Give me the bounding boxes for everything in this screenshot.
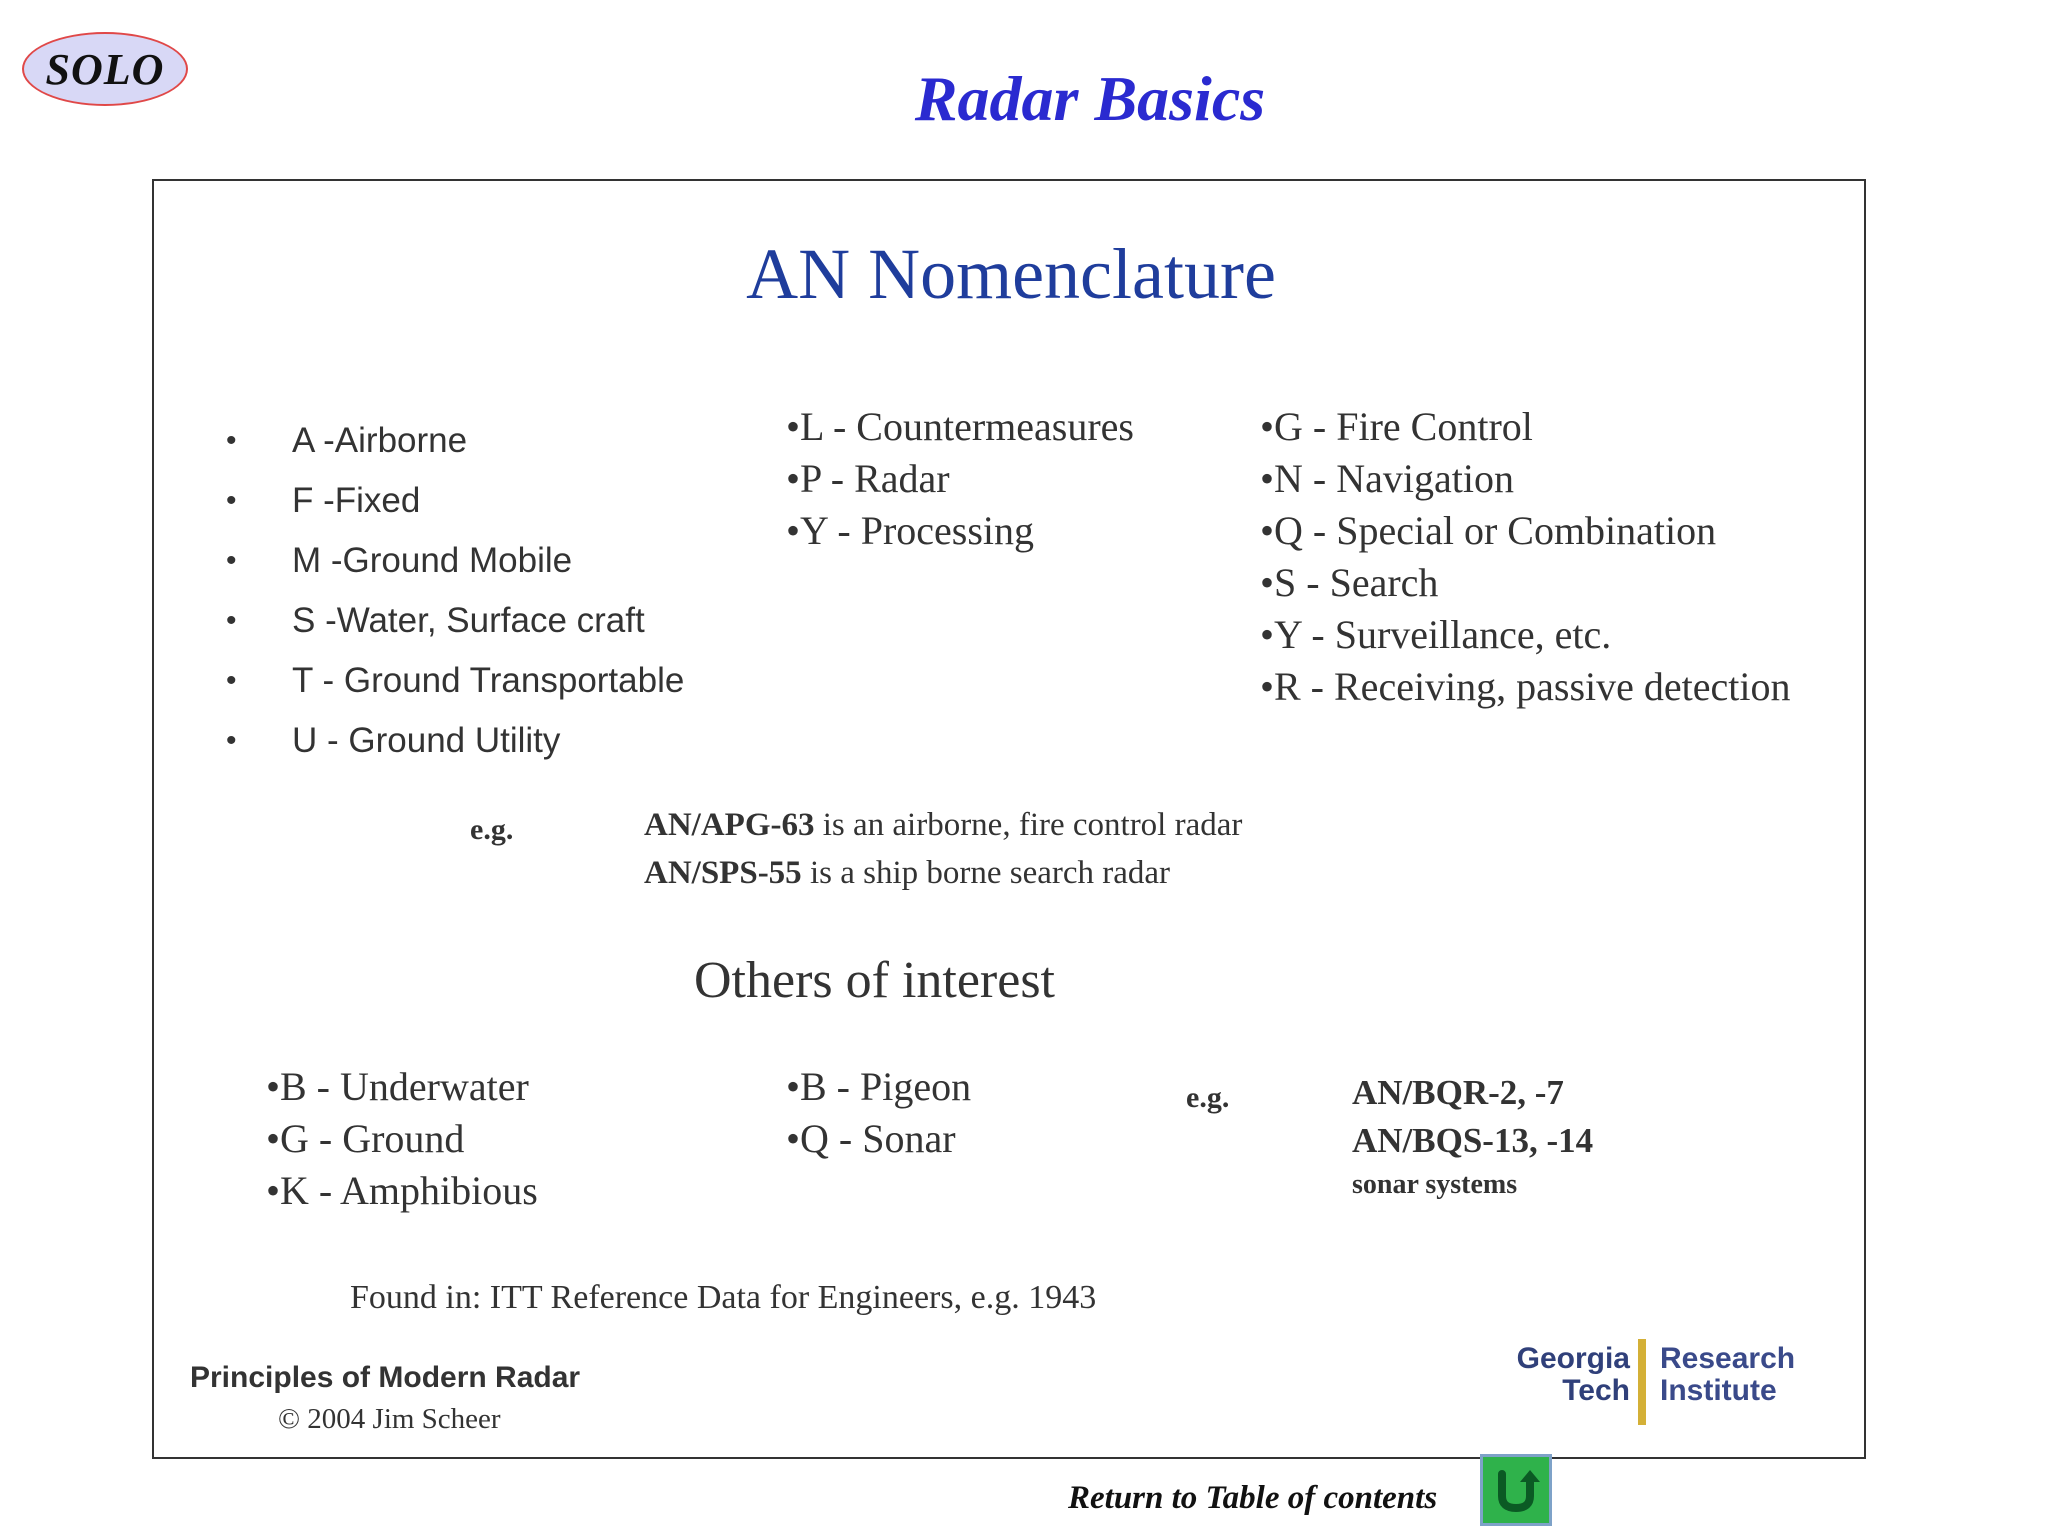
bullet: •: [226, 724, 237, 757]
u-turn-arrow-icon: [1490, 1464, 1542, 1516]
list-item: •Q - Sonar: [786, 1116, 956, 1161]
return-to-contents-link[interactable]: Return to Table of contents: [1068, 1480, 1438, 1516]
bullet: •: [226, 424, 237, 457]
list-item: •Y - Processing: [786, 508, 1035, 553]
logo-word: Institute: [1660, 1374, 1777, 1407]
list-item: •N - Navigation: [1260, 456, 1514, 501]
list-item: •S - Search: [1260, 560, 1439, 605]
list-item: [226, 471, 684, 531]
list-item: •L - Countermeasures: [786, 404, 1134, 449]
example-label: e.g.: [470, 813, 514, 846]
page-title: Radar Basics: [914, 63, 1266, 134]
list-item-text: S -Water, Surface craft: [292, 601, 645, 640]
bullet: •: [226, 664, 237, 697]
solo-badge-label: SOLO: [45, 44, 165, 94]
list-item: •B - Underwater: [266, 1064, 529, 1109]
source-reference: Found in: ITT Reference Data for Engineers, e.g. 1943: [350, 1279, 1097, 1316]
list-item-text: A -Airborne: [292, 421, 468, 460]
description: is an airborne, fire control radar: [814, 807, 1243, 843]
list-item-text: T - Ground Transportable: [292, 661, 685, 700]
sonar-designation: AN/BQS-13, -14: [1352, 1121, 1594, 1160]
list-item-text: F -Fixed: [292, 481, 421, 520]
logo-divider: [1638, 1339, 1646, 1425]
list-item: •Y - Surveillance, etc.: [1260, 612, 1612, 657]
logo-word: Tech: [1562, 1374, 1630, 1407]
example-line: [644, 855, 1242, 903]
example-line: [644, 807, 1242, 855]
slide-image: [152, 179, 1866, 1459]
list-item: •K - Amphibious: [266, 1168, 538, 1213]
others-left-list: [266, 1063, 538, 1219]
book-title: Principles of Modern Radar: [190, 1361, 581, 1394]
sonar-example-lines: [1352, 1073, 1593, 1209]
others-heading: Others of interest: [694, 952, 1056, 1009]
list-item: •G - Fire Control: [1260, 404, 1533, 449]
designation: AN/SPS-55: [644, 855, 802, 891]
sonar-note: sonar systems: [1352, 1169, 1518, 1200]
description: is a ship borne search radar: [801, 855, 1171, 891]
list-item: [226, 651, 684, 711]
bullet: •: [226, 544, 237, 577]
return-button[interactable]: [1480, 1454, 1552, 1526]
sonar-designation: AN/BQR-2, -7: [1352, 1073, 1564, 1112]
logo-text-right: [1660, 1343, 1795, 1407]
list-item: •Q - Special or Combination: [1260, 508, 1717, 553]
installation-list: [226, 411, 684, 771]
list-item: [226, 711, 684, 771]
list-item-text: U - Ground Utility: [292, 721, 561, 760]
example-lines: [644, 807, 1242, 903]
logo-word: Georgia: [1516, 1342, 1630, 1375]
bullet: •: [226, 484, 237, 517]
list-item: •G - Ground: [266, 1116, 465, 1161]
solo-badge: [22, 32, 188, 106]
bullet: •: [226, 604, 237, 637]
type-list: [786, 403, 1134, 559]
list-item: [226, 591, 684, 651]
sonar-example-label: e.g.: [1186, 1081, 1230, 1114]
purpose-list: [1260, 403, 1791, 715]
list-item-text: M -Ground Mobile: [292, 541, 573, 580]
list-item: [226, 531, 684, 591]
logo-word: Research: [1660, 1342, 1796, 1375]
slide-heading: AN Nomenclature: [746, 234, 1276, 314]
list-item: •R - Receiving, passive detection: [1260, 664, 1791, 709]
copyright: © 2004 Jim Scheer: [278, 1403, 501, 1435]
list-item: [226, 411, 684, 471]
logo-text-left: [1517, 1343, 1630, 1407]
list-item: •B - Pigeon: [786, 1064, 972, 1109]
others-mid-list: [786, 1063, 971, 1167]
list-item: •P - Radar: [786, 456, 950, 501]
gtri-logo: [1470, 1339, 1842, 1425]
designation: AN/APG-63: [644, 807, 815, 843]
